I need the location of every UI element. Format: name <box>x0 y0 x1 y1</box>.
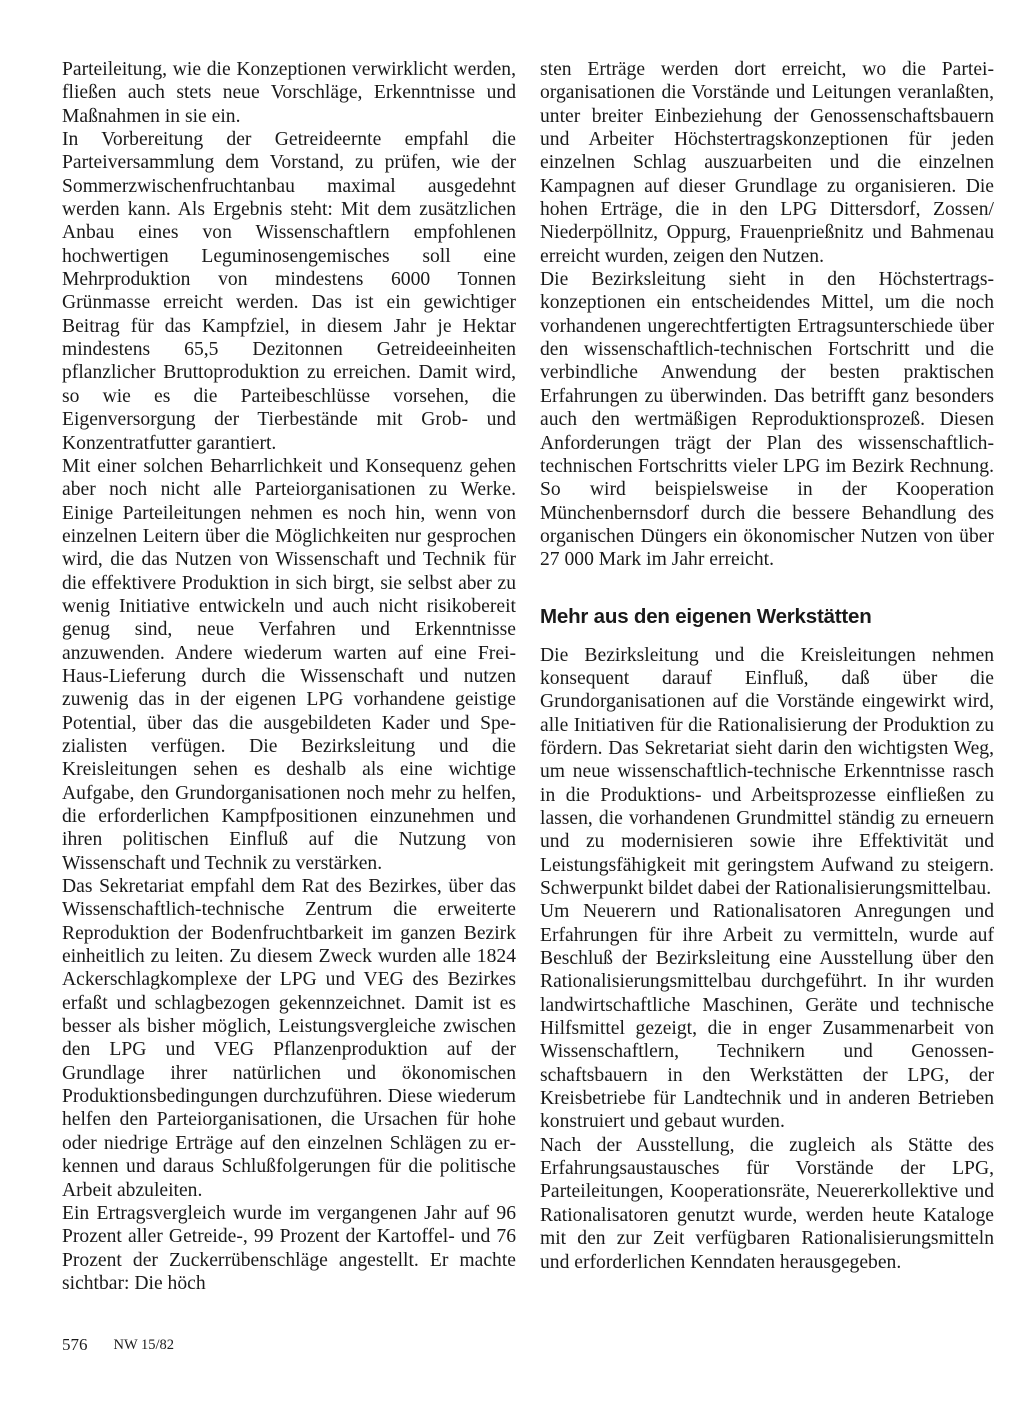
right-column <box>540 58 994 1274</box>
left-column <box>62 58 516 1295</box>
body-paragraph: Das Sekretariat empfahl dem Rat des Bezirkes, über das Wissenschaftlich-technische Zentrum die erweiterte Reproduktion der Bodenfruchtbarkeit im ganzen Bezirk einheitlich zu leiten. Zu diesem Zweck wurden alle 1824 Ackerschlagkomplexe der LPG und VEG des Bezirkes erfaßt und schlagbezogen gekennzeichnet. Damit ist es besser als bisher möglich, Leistungsvergleiche zwischen den LPG und VEG Pflanzenproduktion auf der Grundlage ihrer natürlichen und ökonomischen Produktionsbedingungen durchzuführen. Diese wiederum helfen den Parteiorganisationen, die Ursachen für hohe oder niedrige Erträge auf den einzelnen Schlägen zu erkennen und daraus Schlußfolgerungen für die politische Arbeit abzuleiten. <box>62 876 516 1201</box>
issue-label: NW 15/82 <box>113 1337 175 1353</box>
body-paragraph: Die Bezirksleitung und die Kreisleitungen nehmen konsequent darauf Einfluß, daß über die Grundorganisationen auf die Vorstände eingewirkt wird, alle Initiativen für die Rationalisierung der Produktion zu fördern. Das Sekretariat sieht darin den wichtigsten Weg, um neue wissenschaftlich-technische Erkenntnisse rasch in die Produktions- und Arbeitsprozesse einfließen zu lassen, die vorhandenen Grundmittel ständig zu erneuern und zu modernisieren sowie ihre Effektivität und Leistungsfähigkeit mit geringstem Aufwand zu steigern. Schwerpunkt bildet dabei der Rationalisierungsmittelbau. <box>540 644 994 899</box>
body-paragraph: Mit einer solchen Beharrlichkeit und Konsequenz gehen aber noch nicht alle Parteiorganisationen zu Werke. Einige Parteileitungen nehmen es noch hin, wenn von einzelnen Leitern über die Möglichkeiten nur gesprochen wird, die das Nutzen von Wissenschaft und Technik für die effektivere Produktion in sich birgt, sie selbst aber zu wenig Initiative entwickeln und auch nicht risikobereit genug sind, neue Verfahren und Erkenntnisse anzuwenden. Andere wiederum warten auf eine Frei-Haus-Lieferung durch die Wissenschaft und nutzen zuwenig das in der eigenen LPG vorhandene geistige Potential, über das die ausgebildeten Kader und Spezialisten verfügen. Die Bezirksleitung und die Kreisleitungen sehen es deshalb als eine wichtige Aufgabe, den Grundorganisationen noch mehr zu helfen, die erforderlichen Kampfpositionen einzunehmen und ihren politischen Einfluß auf die Nutzung von Wissenschaft und Technik zu verstärken. <box>62 455 516 874</box>
section-heading: Mehr aus den eigenen Werkstätten <box>540 604 872 628</box>
page-number: 576 <box>62 1335 88 1354</box>
body-paragraph: sten Erträge werden dort erreicht, wo die Parteiorganisationen die Vorstände und Leitungen veranlaßten, unter breiter Einbeziehung der Genossenschaftsbauern und Arbeiter Höchstertragskonzeptionen für jeden einzelnen Schlag auszuarbeiten und die einzelnen Kampagnen auf dieser Grundlage zu organisieren. Die hohen Erträge, die in den LPG Dittersdorf, Zossen/ Niederpöllnitz, Oppurg, Frauenprießnitz und Bahmenau erreicht wurden, zeigen den Nutzen. <box>540 59 994 267</box>
body-paragraph: Parteileitung, wie die Konzeptionen verwirklicht werden, fließen auch stets neue Vorschläge, Erkenntnisse und Maßnahmen in sie ein. <box>62 59 516 127</box>
page-footer <box>62 1335 174 1355</box>
body-paragraph: Nach der Ausstellung, die zugleich als Stätte des Erfahrungsaustausches für Vorstände der LPG, Parteileitungen, Kooperationsräte, Neuererkollektive und Rationalisatoren genutzt wurde, werden heute Kataloge mit den zur Zeit verfügbaren Rationalisierungsmitteln und erforderlichen Kenndaten herausgegeben. <box>540 1134 994 1273</box>
body-paragraph: Um Neuerern und Rationalisatoren Anregungen und Erfahrungen für ihre Arbeit zu vermitteln, wurde auf Beschluß der Bezirksleitung eine Ausstellung über den Rationalisierungsmittelbau durchgeführt. In ihr wurden landwirtschaftliche Maschinen, Geräte und technische Hilfsmittel gezeigt, die in enger Zusammenarbeit von Wissenschaftlern, Technikern und Genossenschaftsbauern in den Werkstätten der LPG, der Kreisbetriebe für Landtechnik und in anderen Betrieben konstruiert und gebaut wurden. <box>540 901 994 1133</box>
body-paragraph: In Vorbereitung der Getreideernte empfahl die Parteiversammlung dem Vorstand, zu prüfen, wie der Sommerzwischenfruchtanbau maximal ausgedehnt werden kann. Als Ergebnis steht: Mit dem zusätzlichen Anbau eines von Wissenschaftlern empfohlenen hochwertigen Leguminosengemisches soll eine Mehrproduktion von mindestens 6000 Tonnen Grünmasse erreicht werden. Das ist ein gewichtiger Beitrag für das Kampfziel, in diesem Jahr je Hektar mindestens 65,5 Dezitonnen Getreideeinheiten pflanzlicher Bruttoproduktion zu erreichen. Damit wird, so wie es die Parteibeschlüsse vorsehen, die Eigenversorgung der Tierbestände mit Grob- und Konzentratfutter garantiert. <box>62 129 516 454</box>
body-paragraph: Ein Ertragsvergleich wurde im vergangenen Jahr auf 96 Prozent aller Getreide-, 99 Prozent der Kartoffel- und 76 Prozent der Zuckerrübenschläge angestellt. Er machte sichtbar: Die höch <box>62 1202 516 1294</box>
body-paragraph: Die Bezirksleitung sieht in den Höchstertragskonzeptionen ein entscheidendes Mittel, um die noch vorhandenen ungerechtfertigten Ertragsunterschiede über den wissenschaftlich-technischen Fortschritt und die verbindliche Anwendung der besten praktischen Erfahrungen zu überwinden. Das betrifft ganz besonders auch den wertmäßigen Reproduktionsprozeß. Diesen Anforderungen trägt der Plan des wissenschaftlich-technischen Fortschritts vieler LPG im Bezirk Rechnung. So wird beispielsweise in der Kooperation Münchenbernsdorf durch die bessere Behandlung des organischen Düngers ein ökonomischer Nutzen von über 27 000 Mark im Jahr erreicht. <box>540 269 994 571</box>
